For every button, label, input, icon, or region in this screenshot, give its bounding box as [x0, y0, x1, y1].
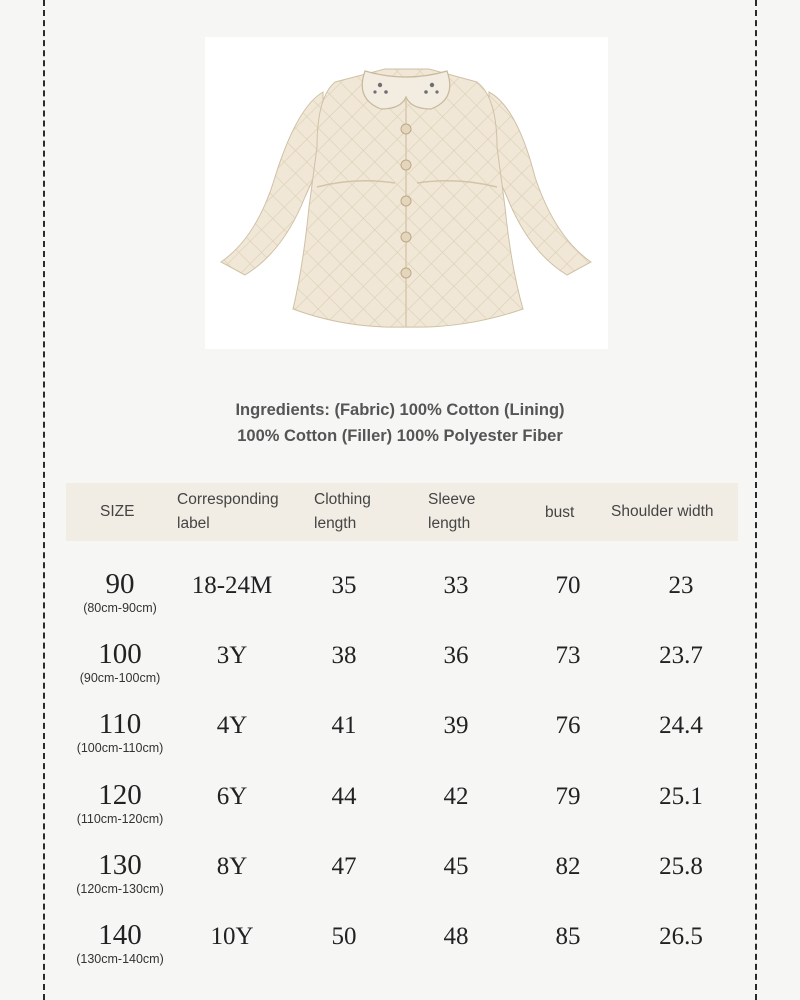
bust-value: 85 [555, 923, 581, 950]
clothing-length-value: 47 [331, 852, 357, 880]
bust-value: 79 [555, 782, 581, 810]
corresponding-label-value: 6Y [216, 782, 248, 810]
size-value: 140 [98, 919, 142, 951]
shoulder-width-value: 24.4 [659, 712, 703, 740]
header-size: SIZE [100, 503, 135, 520]
size-height-range: (110cm-120cm) [76, 811, 164, 826]
table-row [66, 919, 738, 983]
size-table-header [66, 483, 738, 541]
sleeve-length-value: 39 [443, 712, 469, 740]
dashed-border-left [43, 0, 45, 1000]
bust-value: 73 [555, 642, 581, 670]
table-row [66, 708, 738, 772]
clothing-length-value: 44 [331, 782, 357, 810]
size-height-range: (130cm-140cm) [76, 952, 164, 966]
sleeve-length-value: 36 [443, 642, 469, 670]
header-shoulder-width: Shoulder width [611, 503, 714, 520]
corresponding-label-value: 18-24M [191, 572, 273, 599]
header-corresponding-label: Corresponding label [177, 491, 279, 532]
sleeve-length-value: 42 [443, 782, 469, 810]
corresponding-label-value: 4Y [216, 712, 248, 740]
table-row [66, 779, 738, 843]
bust-value: 76 [555, 712, 581, 740]
table-row [66, 568, 738, 632]
ingredients-text [90, 397, 710, 449]
sleeve-length-value: 45 [443, 852, 469, 880]
size-value: 130 [98, 848, 142, 881]
size-value: 100 [98, 638, 142, 671]
shoulder-width-value: 25.8 [659, 852, 703, 880]
shoulder-width-value: 23 [668, 572, 694, 599]
bust-value: 82 [555, 852, 581, 880]
jacket-illustration [205, 37, 608, 349]
ingredients-line-2: 100% Cotton (Filler) 100% Polyester Fiber [237, 427, 563, 445]
header-sleeve-length: Sleeve length [428, 491, 476, 532]
header-bust: bust [545, 504, 575, 521]
size-height-range: (90cm-100cm) [79, 671, 161, 686]
table-row [66, 638, 738, 702]
size-value: 90 [105, 568, 135, 600]
table-row [66, 849, 738, 913]
clothing-length-value: 50 [331, 923, 357, 950]
bust-value: 70 [555, 572, 581, 599]
header-clothing-length: Clothing length [314, 491, 371, 532]
shoulder-width-value: 25.1 [659, 782, 703, 810]
corresponding-label-value: 3Y [216, 642, 248, 670]
size-value: 110 [98, 708, 142, 741]
clothing-length-value: 38 [331, 642, 357, 670]
corresponding-label-value: 8Y [216, 852, 248, 880]
sleeve-length-value: 33 [443, 572, 469, 599]
shoulder-width-value: 26.5 [659, 923, 703, 950]
clothing-length-value: 41 [331, 712, 357, 740]
product-photo [205, 37, 608, 349]
shoulder-width-value: 23.7 [659, 642, 703, 670]
size-height-range: (100cm-110cm) [76, 741, 164, 756]
corresponding-label-value: 10Y [210, 923, 254, 950]
dashed-border-right [755, 0, 757, 1000]
size-value: 120 [98, 778, 142, 811]
clothing-length-value: 35 [331, 572, 357, 599]
size-height-range: (120cm-130cm) [76, 881, 164, 896]
sleeve-length-value: 48 [443, 923, 469, 950]
size-height-range: (80cm-90cm) [83, 601, 157, 615]
ingredients-line-1: Ingredients: (Fabric) 100% Cotton (Lining) [235, 401, 565, 419]
